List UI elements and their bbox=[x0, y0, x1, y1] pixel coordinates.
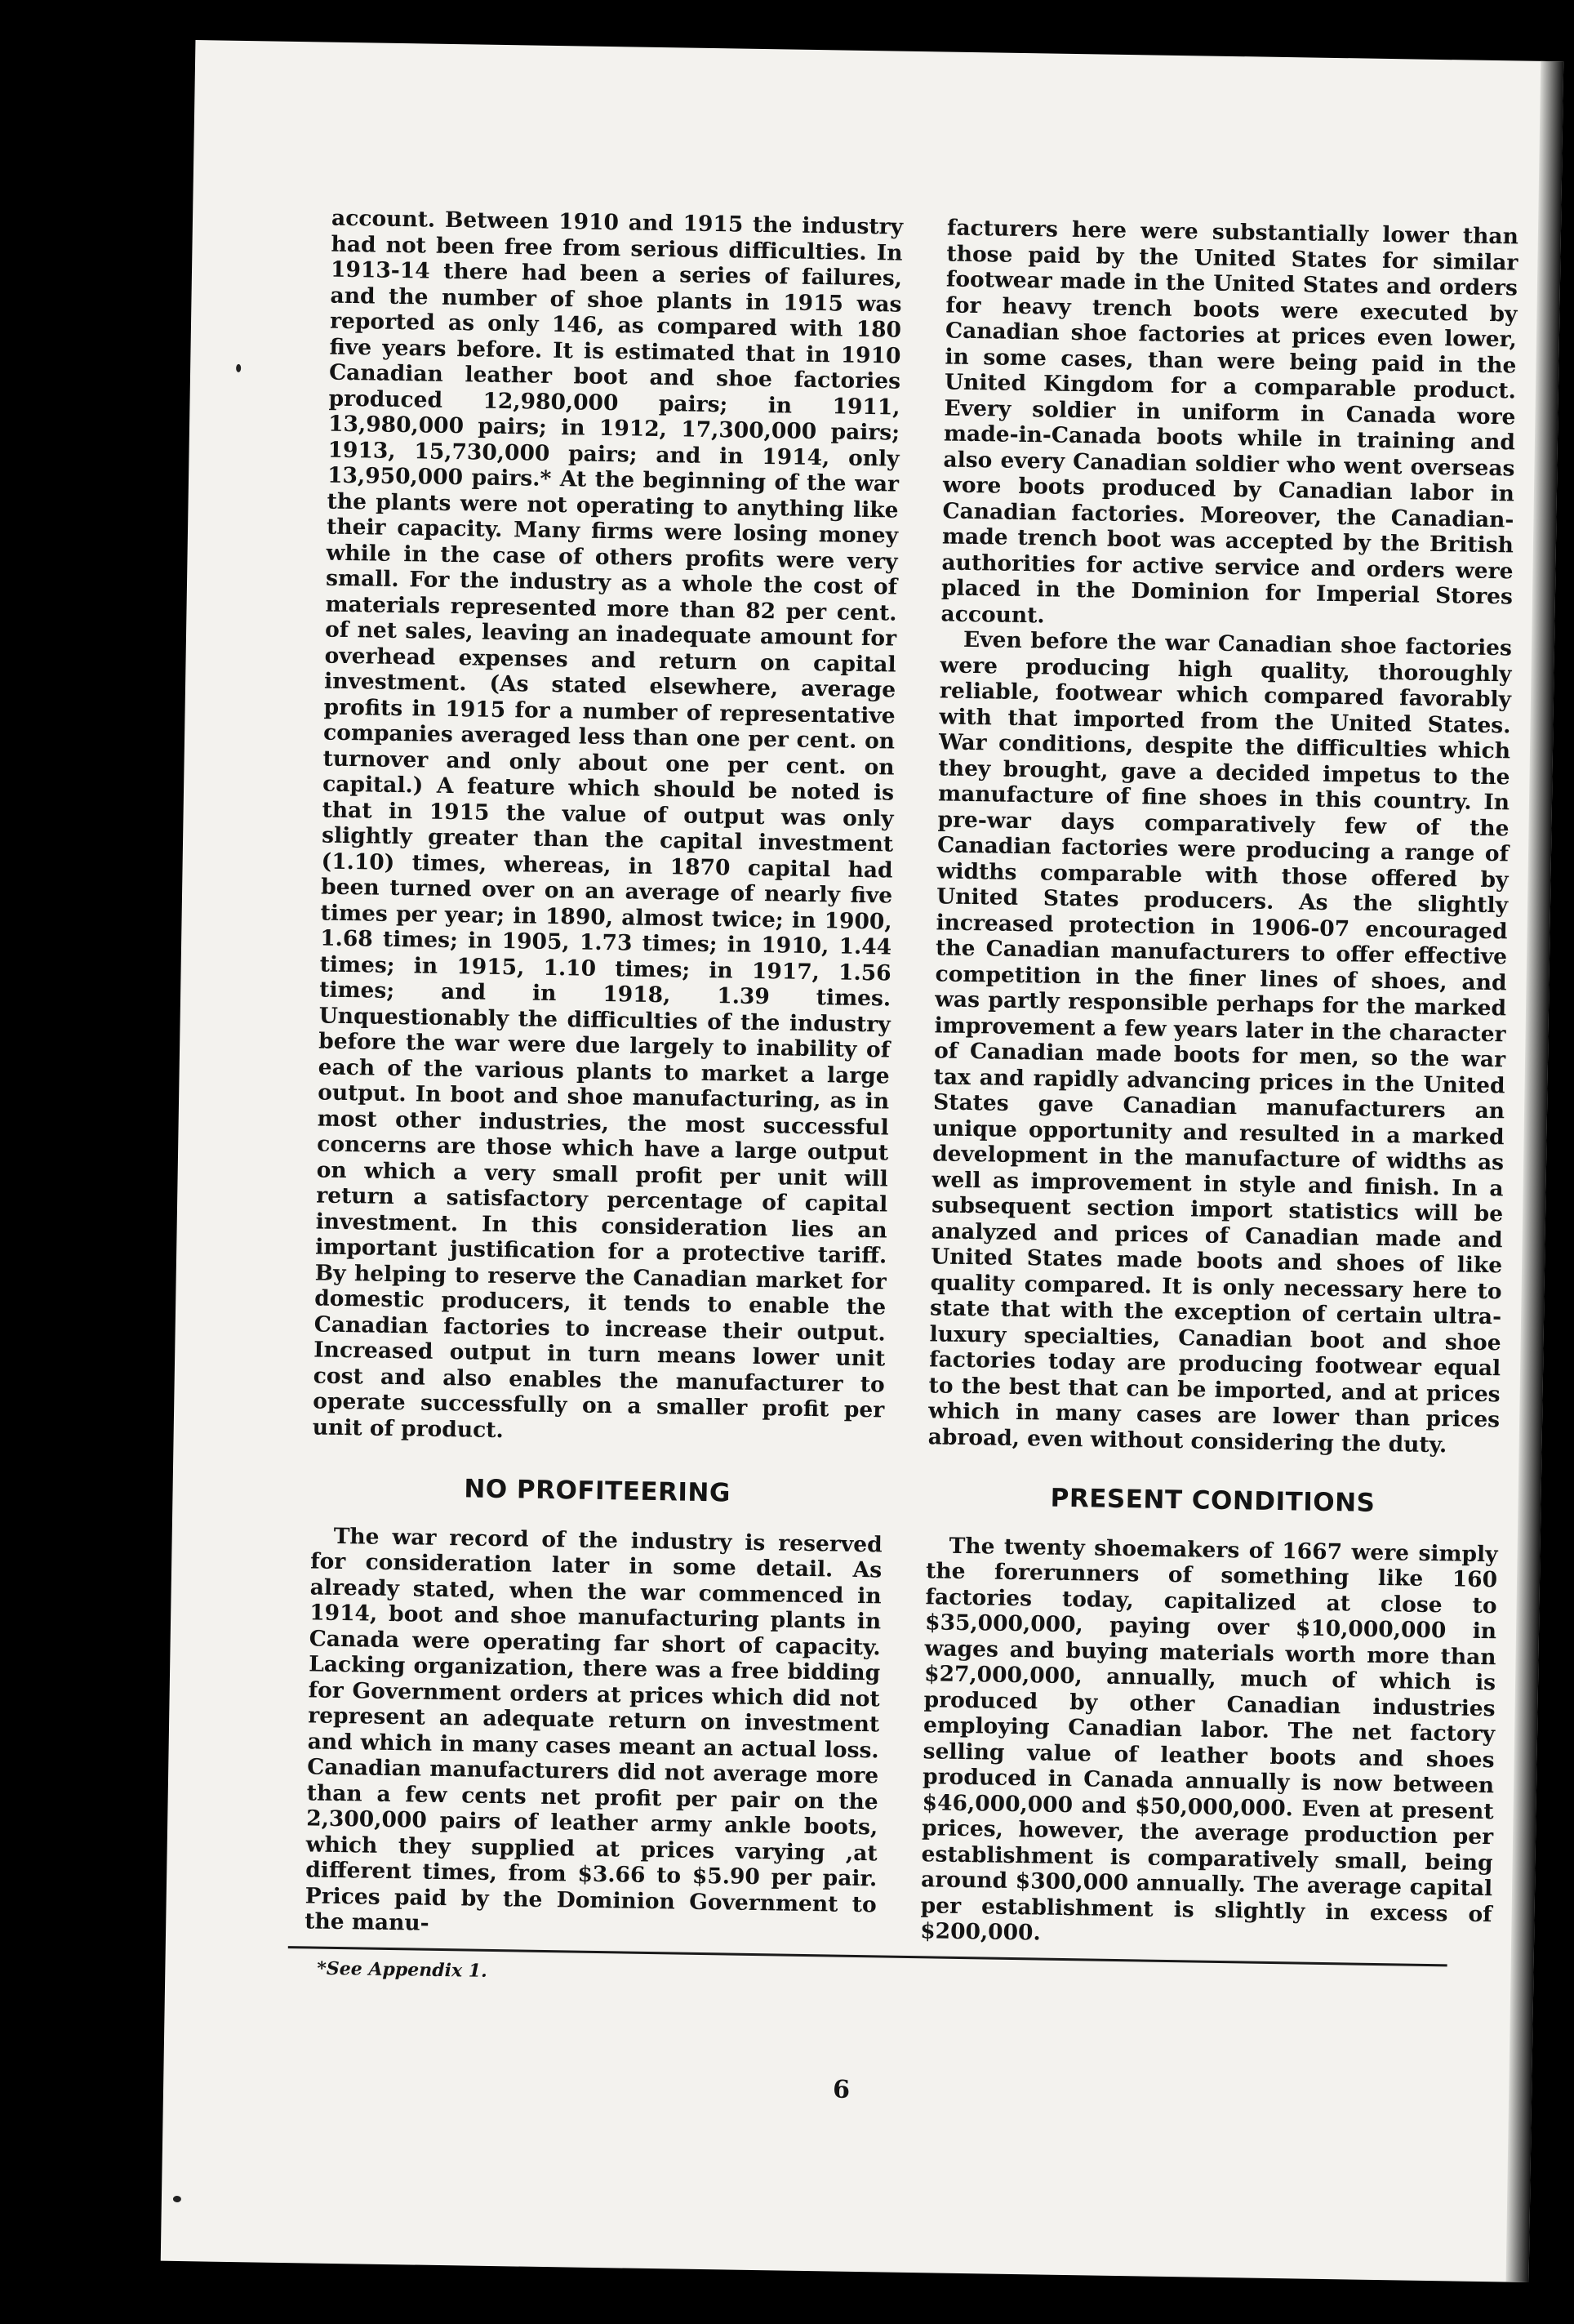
right-column bbox=[920, 215, 1518, 1952]
left-paragraph-2: The war record of the industry is reserved for consideration later in some detail. As already stated, when the war commenced in 1914, boot and shoe manufacturing plants in Canada were operating far short of capacity. Lacking organization, there was a free bidding for Government orders at prices which did not represent an adequate return on investment and which in many cases meant an actual loss. Canadian manufacturers did not average more than a few cents net profit per pair on the 2,300,000 pairs of leather army ankle boots, which they supplied at prices varying ,at different times, from $3.66 to $5.90 per pair. Prices paid by the Dominion Government to the manu- bbox=[305, 1523, 883, 1936]
heading-no-profiteering: NO PROFITEERING bbox=[464, 1474, 731, 1508]
scanned-page bbox=[161, 40, 1564, 2282]
left-paragraph-1: account. Between 1910 and 1915 the industry had not been free from serious difficulties. In 1913-14 there had been a series of failures, and the number of shoe plants in 1915 was reported as only 146, as compared with 180 five years before. It is estimated that in 1910 Canadian leather boot and shoe factories produced 12,980,000 pairs; in 1911, 13,980,000 pairs; in 1912, 17,300,000 pairs; 1913, 15,730,000 pairs; and in 1914, only 13,950,000 pairs.* At the beginning of the war the plants were not operating to anything like their capacity. Many firms were losing money while in the case of others profits were very small. For the industry as a whole the cost of materials represented more than 82 per cent. of net sales, leaving an inadequate amount for overhead expenses and return on capital investment. (As stated elsewhere, average profits in 1915 for a number of representative companies averaged less than one per cent. on turnover and only about one per cent. on capital.) A feature which should be noted is that in 1915 the value of output was only slightly greater than the capital investment (1.10) times, whereas, in 1870 capital had been turned over on an average of nearly five times per year; in 1890, almost twice; in 1900, 1.68 times; in 1905, 1.73 times; in 1910, 1.44 times; in 1915, 1.10 times; in 1917, 1.56 times; and in 1918, 1.39 times. Unquestionably the difficulties of the industry before the war were due largely to inability of each of the various plants to market a large output. In boot and shoe manufacturing, as in most other industries, the most successful concerns are those which have a large output on which a very small profit per unit will return a satisfactory percentage of capital investment. In this consideration lies an important justification for a protective tariff. By helping to reserve the Canadian market for domestic producers, it tends to enable the Canadian factories to increase their output. Increased output in turn means lower unit cost and also enables the manufacturer to operate successfully on a smaller profit per unit of product. bbox=[312, 205, 904, 1443]
footnote: *See Appendix 1. bbox=[317, 1957, 487, 1982]
scan-speck bbox=[236, 364, 241, 372]
right-paragraph-1: facturers here were substantially lower than those paid by the United States for similar footwear made in the United States and orders for heavy trench boots were executed by Canadian shoe factories at prices even lower, in some cases, than were being paid in the United Kingdom for a comparable product. Every soldier in uniform in Canada wore made-in-Canada boots while in training and also every Canadian soldier who went overseas wore boots produced by Canadian labor in Canadian factories. Moreover, the Canadian-made trench boot was accepted by the British authorities for active service and orders were placed in the Dominion for Imperial Stores account. bbox=[940, 215, 1519, 628]
right-paragraph-2: Even before the war Canadian shoe factories were producing high quality, thoroughly reliable, footwear which compared favorably with that imported from the United States. War conditions, despite the difficulties which they brought, gave a decided impetus to the manufacture of fine shoes in this country. In pre-war days comparatively few of the Canadian factories were producing a range of widths comparable with those offered by United States producers. As the slightly increased protection in 1906-07 encouraged the Canadian manufacturers to offer effective competition in the finer lines of shoes, and was partly responsible perhaps for the marked improvement a few years later in the character of Canadian made boots for men, so the war tax and rapidly advancing prices in the United States gave Canadian manufacturers an unique opportunity and resulted in a marked development in the manufacture of widths as well as improvement in style and finish. In a subsequent section import statistics will be analyzed and prices of Canadian made and United States made boots and shoes of like quality compared. It is only necessary here to state that with the exception of certain ultra-luxury specialties, Canadian boot and shoe factories today are producing footwear equal to the best that can be imported, and at prices which in many cases are lower than prices abroad, even without considering the duty. bbox=[927, 626, 1513, 1458]
right-paragraph-3: The twenty shoemakers of 1667 were simply the forerunners of something like 160 factories today, capitalized at close to $35,000,000, paying over $10,000,000 in wages and buying materials worth more than $27,000,000, annually, much of which is produced by other Canadian industries employing Canadian labor. The net factory selling value of leather boots and shoes produced in Canada annually is now between $46,000,000 and $50,000,000. Even at present prices, however, the average production per establishment is comparatively small, being around $300,000 annually. The average capital per establishment is slightly in excess of $200,000. bbox=[919, 1533, 1498, 1946]
heading-present-conditions: PRESENT CONDITIONS bbox=[1050, 1483, 1376, 1518]
page-number: 6 bbox=[832, 2075, 851, 2104]
scan-speck bbox=[173, 2196, 181, 2202]
left-column bbox=[305, 206, 903, 1943]
